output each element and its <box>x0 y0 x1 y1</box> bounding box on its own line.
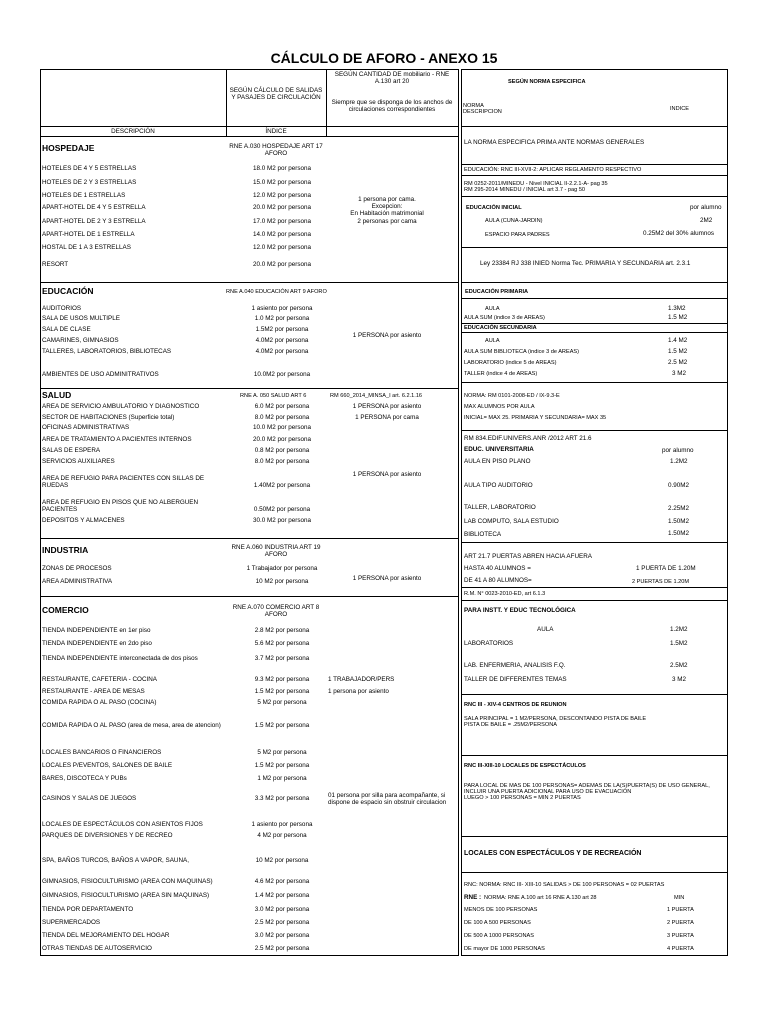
row-index-value: 1.0 M2 por persona <box>254 315 310 322</box>
univ-title: EDUC. UNIVERSITARIA <box>464 446 534 453</box>
locales-title: LOCALES CON ESPECTÁCULOS Y DE RECREACIÓN <box>464 850 642 857</box>
row-index-value: 30.0 M2 por persona <box>252 517 312 524</box>
row-description: RESTAURANTE, CAFETERIA - COCINA <box>42 676 157 683</box>
row-description: SUPERMERCADOS <box>42 919 101 926</box>
row-note: 1 persona por asiento <box>328 688 389 695</box>
row-description: SERVICIOS AUXILIARES <box>42 458 115 465</box>
divider <box>461 600 728 601</box>
primaria-sum-value: 1.5 M2 <box>668 314 688 321</box>
row-index-value: 20.0 M2 por persona <box>252 204 312 211</box>
section-educacion: EDUCACIÓN <box>42 286 94 296</box>
min-label: MIN <box>674 895 685 901</box>
de-41-80: DE 41 A 80 ALUMNOS= <box>464 577 532 584</box>
row-index-value: 14.0 M2 por persona <box>252 231 312 238</box>
row-description: TALLERES, LABORATORIOS, BIBLIOTECAS <box>42 348 172 355</box>
primaria-aula-value: 1.3M2 <box>668 305 686 312</box>
norma-priority: LA NORMA ESPECIFICA PRIMA ANTE NORMAS GENERALES <box>464 139 645 146</box>
row-description: LOCALES BANCARIOS O FINANCIEROS <box>42 749 162 756</box>
inicial-aula-value: 2M2 <box>700 217 713 224</box>
row-index-value: 20.0 M2 por persona <box>252 261 312 268</box>
row-index-value: 4.0M2 por persona <box>255 337 309 344</box>
page-title: CÁLCULO DE AFORO - ANEXO 15 <box>270 50 498 66</box>
inicial-padres: ESPACIO PARA PADRES <box>485 232 550 238</box>
header-descripcion: DESCRIPCION <box>463 109 502 115</box>
divider <box>40 282 459 283</box>
divider <box>461 164 728 165</box>
row-description: TIENDA DEL MEJORAMIENTO DEL HOGAR <box>42 932 170 939</box>
univ-auditorio: AULA TIPO AUDITORIO <box>464 482 533 489</box>
row-description: GIMNASIOS, FISIOCULTURISMO (AREA SIN MAQUINAS) <box>42 892 210 899</box>
row-note: 01 persona por silla para acompañante, si dispone de espacio sin obstruir circulacion <box>328 792 447 807</box>
norm-hospedaje: RNE A.030 HOSPEDAJE ART 17 AFORO <box>229 143 323 157</box>
row-description: AREA DE TRATAMIENTO A PACIENTES INTERNOS <box>42 436 192 443</box>
hasta-40: HASTA 40 ALUMNOS = <box>464 565 531 572</box>
row-description: AMBIENTES DE USO ADMINITRATIVOS <box>42 371 159 378</box>
univ-rm: RM 834.EDIF.UNIVERS.ANR /2012 ART 21.6 <box>464 435 592 442</box>
divider <box>226 69 227 136</box>
secundaria-aula-value: 1.4 M2 <box>668 337 688 344</box>
instt-aula-value: 1.2M2 <box>670 626 688 633</box>
instt-enfermeria-value: 2.5M2 <box>670 662 688 669</box>
por-alumno-inicial: por alumno <box>690 204 722 211</box>
header-segun-norma: SEGÚN NORMA ESPECIFICA <box>508 79 586 85</box>
row-index-value: 8.0 M2 por persona <box>254 414 310 421</box>
section-industria: INDUSTRIA <box>42 545 89 555</box>
rm-0023: R.M. N° 0023-2010-ED, art 6.1.3 <box>464 591 546 597</box>
ley-23384: Ley 23384 RJ 338 INIED Norma Tec. PRIMARIA Y SECUNDARIA art. 2.3.1 <box>480 260 691 267</box>
row-index-value: 1 M2 por persona <box>257 775 307 782</box>
row-index-value: 0.8 M2 por persona <box>254 447 310 454</box>
row-index-value: 12.0 M2 por persona <box>252 244 312 251</box>
univ-taller: TALLER, LABORATORIO <box>464 504 536 511</box>
row-index-value: 10.0 M2 por persona <box>252 424 312 431</box>
locales-row: DE 100 A 500 PERSONAS <box>464 920 531 926</box>
locales-row-value: 2 PUERTA <box>667 920 694 926</box>
row-description: AREA DE SERVICIO AMBULATORIO Y DIAGNOSTICO <box>42 403 200 410</box>
row-index-value: 8.0 M2 por persona <box>254 458 310 465</box>
note-hospedaje: 1 persona por cama. Excepcion: En Habitación matrimonial 2 personas por cama <box>350 196 424 225</box>
row-index-value: 20.0 M2 por persona <box>252 436 312 443</box>
row-description: COMIDA RAPIDA O AL PASO (COCINA) <box>42 699 157 706</box>
divider <box>461 542 728 543</box>
row-index-value: 1 asiento por persona <box>251 821 313 828</box>
univ-taller-value: 2.25M2 <box>668 505 690 512</box>
row-description: CAMARINES, GIMNASIOS <box>42 337 119 344</box>
row-index-value: 3.0 M2 por persona <box>254 932 310 939</box>
row-description: TIENDA INDEPENDIENTE en 1er piso <box>42 627 151 634</box>
row-index-value: 10 M2 por persona <box>255 857 309 864</box>
inicial-padres-value: 0.25M2 del 30% alumnos <box>643 230 715 237</box>
col-indice: ÍNDICE <box>265 128 287 135</box>
row-description: HOSTAL DE 1 A 3 ESTRELLAS <box>42 244 131 251</box>
univ-aula-plano: AULA EN PISO PLANO <box>464 458 531 465</box>
row-index-value: 3.0 M2 por persona <box>254 906 310 913</box>
univ-auditorio-value: 0.90M2 <box>668 482 690 489</box>
norm-industria: RNE A.060 INDUSTRIA ART 19 AFORO <box>231 544 321 558</box>
divider <box>461 196 728 197</box>
row-description: SECTOR DE HABITACIONES (Superficie total) <box>42 414 175 421</box>
locales-row: DE 500 A 1000 PERSONAS <box>464 933 534 939</box>
divider <box>461 836 728 837</box>
divider <box>461 872 728 873</box>
section-hospedaje: HOSPEDAJE <box>42 143 95 153</box>
row-description: TIENDA INDEPENDIENTE interconectada de dos pisos <box>42 655 198 662</box>
row-index-value: 10 M2 por persona <box>255 578 309 585</box>
row-description: SALA DE CLASE <box>42 326 91 333</box>
row-description: SPA, BAÑOS TURCOS, BAÑOS A VAPOR, SAUNA, <box>42 857 189 864</box>
row-note: 1 TRABAJADOR/PERS <box>328 676 395 683</box>
row-index-value: 4.0M2 por persona <box>255 348 309 355</box>
norm-salud-rm: RM 660_2014_MINSA_I art. 6.2.1.16 <box>330 393 423 399</box>
divider <box>461 382 728 383</box>
secundaria-aula: AULA <box>485 338 500 344</box>
row-description: AREA ADMINISTRATIVA <box>42 578 113 585</box>
row-index-value: 1.4 M2 por persona <box>254 892 310 899</box>
univ-biblioteca-value: 1.50M2 <box>668 530 690 537</box>
max-alumnos: MAX ALUMNOS POR AULA <box>464 404 535 410</box>
row-index-value: 2.8 M2 por persona <box>254 627 310 634</box>
row-description: RESORT <box>42 261 69 268</box>
row-description: AUDITORIOS <box>42 305 82 312</box>
row-index-value: 9.3 M2 por persona <box>254 676 310 683</box>
row-index-value: 1.5M2 por persona <box>255 326 309 333</box>
secundaria-sum: AULA SUM BIBLIOTECA (indice 3 de AREAS) <box>464 349 580 355</box>
divider <box>461 126 728 127</box>
note-educacion: 1 PERSONA por asiento <box>352 332 422 339</box>
row-description: COMIDA RAPIDA O AL PASO (area de mesa, area de atencion) <box>42 722 221 729</box>
row-note: 1 PERSONA por asiento <box>352 403 422 410</box>
row-index-value: 3.7 M2 por persona <box>254 655 310 662</box>
rm-inicial-2: RM 295-2014 MINEDU / INICIAL art 3.7 - pag 50 <box>464 187 586 193</box>
divider <box>40 388 459 389</box>
secundaria-lab: LABORATORIO (indice 5 de AREAS) <box>464 360 557 366</box>
row-index-value: 1.5 M2 por persona <box>254 722 310 729</box>
header-indice: INDICE <box>670 106 689 112</box>
reunion-title: RNC III - XIV-4 CENTROS DE REUNION <box>464 702 567 708</box>
divider <box>461 587 728 588</box>
header-norma: NORMA <box>463 103 484 109</box>
univ-computo-value: 1.50M2 <box>668 518 690 525</box>
row-index-value: 6.0 M2 por persona <box>254 403 310 410</box>
row-index-value: 1.40M2 por persona <box>253 482 311 489</box>
secundaria-sum-value: 1.5 M2 <box>668 348 688 355</box>
secundaria-taller-value: 3 M2 <box>672 370 686 377</box>
secundaria-lab-value: 2.5 M2 <box>668 359 688 366</box>
note-salud: 1 PERSONA por asiento <box>352 471 422 478</box>
row-description: APART-HOTEL DE 4 Y 5 ESTRELLA <box>42 204 146 211</box>
divider <box>40 596 459 597</box>
primaria-title: EDUCACIÓN PRIMARIA <box>465 289 529 295</box>
inicial-max: INICIAL= MAX 25. PRIMARIA Y SECUNDARIA= MAX 35 <box>464 415 607 421</box>
divider <box>326 69 327 136</box>
row-index-value: 1 Trabajador por persona <box>246 565 318 572</box>
note-industria: 1 PERSONA por asiento <box>352 575 422 582</box>
row-index-value: 10.0M2 por persona <box>253 371 311 378</box>
row-description: PARQUES DE DIVERSIONES Y DE RECREO <box>42 832 173 839</box>
divider <box>461 247 728 248</box>
section-salud: SALUD <box>42 390 72 400</box>
row-index-value: 1 asiento por persona <box>251 305 313 312</box>
reunion-text: SALA PRINCIPAL = 1 M2/PERSONA, DESCONTANDO PISTA DE BAILE PISTA DE BAILE = .25M2/PERSONA <box>464 716 647 729</box>
row-description: TIENDA INDEPENDIENTE en 2do piso <box>42 640 152 647</box>
row-index-value: 2.5 M2 por persona <box>254 919 310 926</box>
divider <box>461 282 728 283</box>
univ-computo: LAB COMPUTO, SALA ESTUDIO <box>464 518 559 525</box>
rne-label: RNE : <box>464 894 482 901</box>
divider <box>40 538 459 539</box>
row-description: HOTELES DE 4 Y 5 ESTRELLAS <box>42 165 137 172</box>
divider <box>461 323 728 324</box>
divider <box>461 755 728 756</box>
divider <box>461 430 728 431</box>
row-index-value: 15.0 M2 por persona <box>252 179 312 186</box>
row-index-value: 1.5 M2 por persona <box>254 762 310 769</box>
row-index-value: 4 M2 por persona <box>257 832 307 839</box>
inicial-title: EDUCACIÓN INICIAL <box>466 205 522 211</box>
divider <box>461 332 728 333</box>
row-index-value: 1.5 M2 por persona <box>254 688 310 695</box>
row-description: APART-HOTEL DE 1 ESTRELLA <box>42 231 135 238</box>
row-description: OTRAS TIENDAS DE AUTOSERVICIO <box>42 945 152 952</box>
norm-comercio: RNE A.070 COMERCIO ART 8 AFORO <box>232 604 320 618</box>
secundaria-title: EDUCACIÓN SECUNDARIA <box>464 325 537 331</box>
divider <box>40 136 459 137</box>
art-21-7: ART 21.7 PUERTAS ABREN HACIA AFUERA <box>464 553 592 560</box>
header-segun-salidas: SEGÚN CÁLCULO DE SALIDAS Y PASAJES DE CIRCULACIÓN <box>229 87 323 101</box>
instt-taller-value: 3 M2 <box>672 676 686 683</box>
row-index-value: 12.0 M2 por persona <box>252 192 312 199</box>
rne-line: NORMA: RNE A.100 art 16 RNE A.130 art 28 <box>484 895 597 901</box>
espect-text: PARA LOCAL DE MAS DE 100 PERSONAS= ADEMAS DE LA(S)PUERTA(S) DE USO GENERAL, INCLUIR UNA PUERTA ADICIONAL PARA USO DE EVACUACIÓN LUEGO > 100 PERSONAS = MIN 2 PUERTAS <box>464 783 710 802</box>
norm-salud: RNE A. 050 SALUD ART 6 <box>240 393 307 399</box>
row-index-value: 17.0 M2 por persona <box>252 218 312 225</box>
norm-educacion: RNE A.040 EDUCACIÓN ART 9 AFORO <box>226 289 327 295</box>
row-description: TIENDA POR DEPARTAMENTO <box>42 906 134 913</box>
rnc-line: RNC: NORMA: RNC III- XIII-10 SALIDAS > DE 100 PERSONAS = 02 PUERTAS <box>464 882 665 888</box>
primaria-sum: AULA SUM (indice 3 de AREAS) <box>464 315 545 321</box>
section-comercio: COMERCIO <box>42 605 89 615</box>
primaria-aula: AULA <box>485 306 500 312</box>
row-description: LOCALES DE ESPECTÁCULOS CON ASIENTOS FIJOS <box>42 821 203 828</box>
instt-aula: AULA <box>537 626 554 633</box>
inicial-aula: AULA (CUNA-JARDIN) <box>485 218 543 224</box>
row-description: APART-HOTEL DE 2 Y 3 ESTRELLA <box>42 218 146 225</box>
locales-row: MENOS DE 100 PERSONAS <box>464 907 538 913</box>
row-description: HOTELES DE 1 ESTRELLAS <box>42 192 126 199</box>
row-description: HOTELES DE 2 Y 3 ESTRELLAS <box>42 179 137 186</box>
col-descripcion: DESCRIPCIÓN <box>111 128 155 135</box>
row-index-value: 4.6 M2 por persona <box>254 878 310 885</box>
row-index-value: 18.0 M2 por persona <box>252 165 312 172</box>
row-description: CASINOS Y SALAS DE JUEGOS <box>42 795 137 802</box>
header-mobiliario-note: Siempre que se disponga de los anchos de circulaciones correspondientes <box>331 99 453 113</box>
espect-title: RNC III-XIII-10 LOCALES DE ESPECTÁCULOS <box>464 763 586 769</box>
row-description: RESTAURANTE - AREA DE MESAS <box>42 688 145 695</box>
divider <box>461 175 728 176</box>
secundaria-taller: TALLER (indice 4 de AREAS) <box>464 371 538 377</box>
rm-inicial-1: RM 0252-2011/MINEDU - Nivel INICIAL II-2.2.1-A- pag 35 <box>464 181 608 187</box>
locales-row-value: 1 PUERTA <box>667 907 694 913</box>
locales-row: DE mayor DE 1000 PERSONAS <box>464 946 545 952</box>
divider <box>40 126 459 127</box>
row-index-value: 5.6 M2 por persona <box>254 640 310 647</box>
row-description: ZONAS DE PROCESOS <box>42 565 112 572</box>
row-description: DEPOSITOS Y ALMACENES <box>42 517 125 524</box>
instt-title: PARA INSTT. Y EDUC TECNOLÓGICA <box>464 607 576 614</box>
row-description: SALA DE USOS MULTIPLE <box>42 315 120 322</box>
univ-aula-plano-value: 1.2M2 <box>670 458 688 465</box>
hasta-40-value: 1 PUERTA DE 1.20M <box>636 565 696 572</box>
right-table-frame <box>461 69 728 956</box>
row-index-value: 5 M2 por persona <box>257 699 307 706</box>
row-index-value: 3.3 M2 por persona <box>254 795 310 802</box>
instt-enfermeria: LAB. ENFERMERIA, ANALISIS F.Q. <box>464 662 566 669</box>
norma-rm-0101: NORMA: RM 0101-2008-ED / IX-9.3-E <box>464 393 560 399</box>
row-description: OFICINAS ADMINISTRATIVAS <box>42 424 130 431</box>
row-index-value: 5 M2 por persona <box>257 749 307 756</box>
por-alumno-univ: por alumno <box>662 447 694 454</box>
row-index-value: 0.50M2 por persona <box>253 506 311 513</box>
row-description: AREA DE REFUGIO EN PISOS QUE NO ALBERGUEN PACIENTES <box>42 499 199 513</box>
de-41-80-value: 2 PUERTAS DE 1.20M <box>632 579 689 585</box>
row-note: 1 PERSONA por cama <box>355 414 419 421</box>
univ-biblioteca: BIBLIOTECA <box>464 531 502 538</box>
row-description: LOCALES P/EVENTOS, SALONES DE BAILE <box>42 762 173 769</box>
row-description: SALAS DE ESPERA <box>42 447 101 454</box>
locales-row-value: 4 PUERTA <box>667 946 694 952</box>
header-segun-mobiliario: SEGÚN CANTIDAD DE mobiliario - RNE A.130 art 20 <box>334 71 450 85</box>
row-description: GIMNASIOS, FISIOCULTURISMO (AREA CON MAQUINAS) <box>42 878 213 885</box>
row-index-value: 2.5 M2 por persona <box>254 945 310 952</box>
divider <box>461 298 728 299</box>
divider <box>461 694 728 695</box>
instt-lab: LABORATORIOS <box>464 640 514 647</box>
instt-taller: TALLER DE DIFFERENTES TEMAS <box>464 676 567 683</box>
row-description: BARES, DISCOTECA Y PUBs <box>42 775 127 782</box>
row-description: AREA DE REFUGIO PARA PACIENTES CON SILLAS DE RUEDAS <box>42 475 205 489</box>
edu-header: EDUCACIÓN: RNC III-XVII-2: APLICAR REGLAMENTO RESPECTIVO <box>464 167 642 173</box>
instt-lab-value: 1.5M2 <box>670 640 688 647</box>
locales-row-value: 3 PUERTA <box>667 933 694 939</box>
